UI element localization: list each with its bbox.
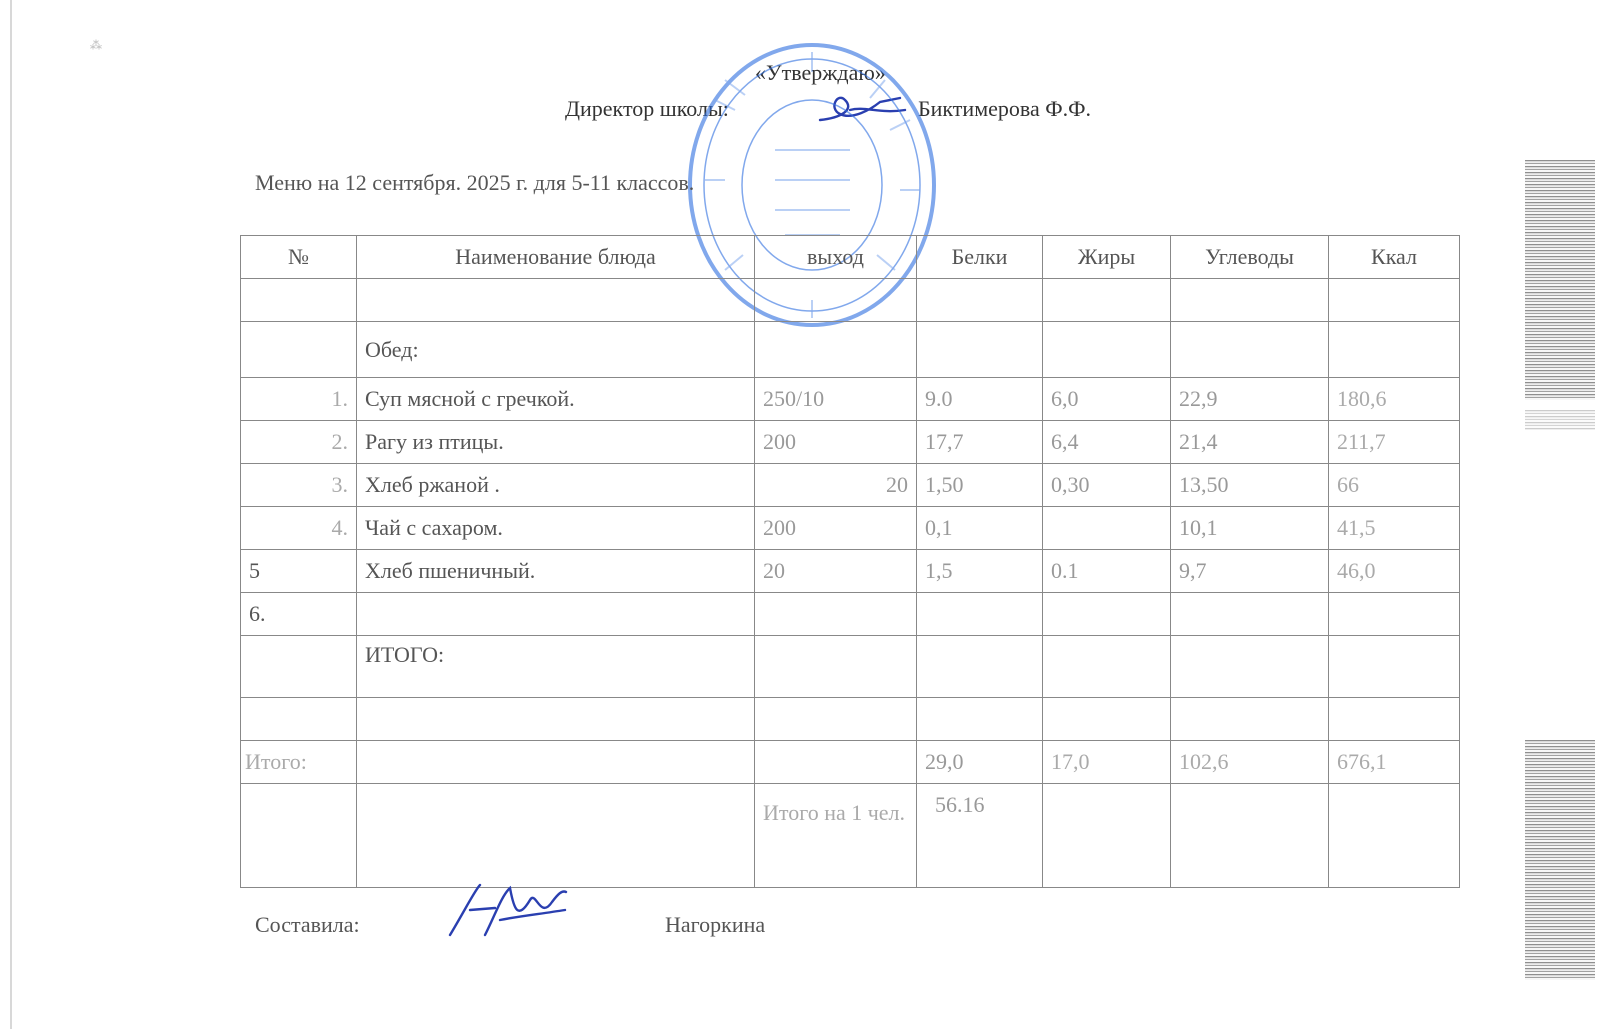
header-cell: Наименование блюда [357, 236, 755, 279]
dish-kcal: 41,5 [1329, 507, 1460, 550]
header-cell: Жиры [1043, 236, 1171, 279]
dish-kcal: 66 [1329, 464, 1460, 507]
dish-name: Хлеб пшеничный. [357, 550, 755, 593]
header-cell: Белки [917, 236, 1043, 279]
table-row [241, 593, 1460, 636]
dish-protein: 9.0 [917, 378, 1043, 421]
table-row [241, 507, 1460, 550]
scan-noise-top [1525, 160, 1595, 400]
total-protein: 29,0 [917, 741, 1043, 784]
dish-carbs: 22,9 [1171, 378, 1329, 421]
table-row [241, 464, 1460, 507]
row-num: 6. [241, 593, 357, 636]
section-label: Обед: [357, 322, 755, 378]
dish-fat: 6,0 [1043, 378, 1171, 421]
dish-fat: 0.1 [1043, 550, 1171, 593]
total-label: Итого: [241, 741, 357, 784]
dish-kcal: 180,6 [1329, 378, 1460, 421]
compiler-signature-icon [440, 880, 570, 940]
dish-fat [1043, 507, 1171, 550]
header-cell: Ккал [1329, 236, 1460, 279]
row-num: 3. [241, 464, 357, 507]
approve-label: «Утверждаю» [755, 60, 886, 85]
table-row [241, 550, 1460, 593]
itogo-caps-label: ИТОГО: [357, 636, 755, 698]
director-name: Биктимерова Ф.Ф. [918, 96, 1092, 121]
row-num: 5 [241, 550, 357, 593]
dish-name: Суп мясной с гречкой. [357, 378, 755, 421]
scan-left-edge [10, 0, 12, 1029]
scan-noise-mid [1525, 410, 1595, 430]
compiled-name: Нагоркина [665, 912, 766, 937]
total-carbs: 102,6 [1171, 741, 1329, 784]
menu-title: Меню на 12 сентября. 2025 г. для 5-11 классов. [255, 170, 695, 195]
dish-name: Чай с сахаром. [357, 507, 755, 550]
table-row [241, 698, 1460, 741]
table-header-row [241, 236, 1460, 279]
dish-out: 20 [755, 464, 917, 507]
dish-protein: 17,7 [917, 421, 1043, 464]
dish-out: 250/10 [755, 378, 917, 421]
director-label: Директор школы: [565, 96, 729, 121]
row-num: 2. [241, 421, 357, 464]
dish-protein: 0,1 [917, 507, 1043, 550]
dish-out: 20 [755, 550, 917, 593]
table-row-itogo [241, 636, 1460, 698]
dish-fat: 0,30 [1043, 464, 1171, 507]
scan-noise-bottom [1525, 740, 1595, 980]
scan-speck: ⁂ [90, 38, 102, 52]
menu-table [240, 235, 1460, 888]
total-kcal: 676,1 [1329, 741, 1460, 784]
table-row [241, 421, 1460, 464]
dish-out: 200 [755, 421, 917, 464]
header-cell: № [241, 236, 357, 279]
dish-carbs: 9,7 [1171, 550, 1329, 593]
per-person-label: Итого на 1 чел. [755, 784, 917, 888]
total-fat: 17,0 [1043, 741, 1171, 784]
dish-name: Хлеб ржаной . [357, 464, 755, 507]
table-row-section [241, 322, 1460, 378]
dish-carbs: 10,1 [1171, 507, 1329, 550]
table-row [241, 378, 1460, 421]
dish-fat: 6,4 [1043, 421, 1171, 464]
header-cell: выход [755, 236, 917, 279]
header-cell: Углеводы [1171, 236, 1329, 279]
row-num: 4. [241, 507, 357, 550]
dish-kcal: 46,0 [1329, 550, 1460, 593]
dish-kcal: 211,7 [1329, 421, 1460, 464]
dish-protein: 1,5 [917, 550, 1043, 593]
table-row-total [241, 741, 1460, 784]
table-row [241, 279, 1460, 322]
table-row-per-person [241, 784, 1460, 888]
dish-carbs: 21,4 [1171, 421, 1329, 464]
dish-out: 200 [755, 507, 917, 550]
per-person-value: 56.16 [917, 784, 1043, 888]
dish-name: Рагу из птицы. [357, 421, 755, 464]
row-num: 1. [241, 378, 357, 421]
compiled-label: Составила: [255, 912, 360, 937]
dish-carbs: 13,50 [1171, 464, 1329, 507]
dish-protein: 1,50 [917, 464, 1043, 507]
